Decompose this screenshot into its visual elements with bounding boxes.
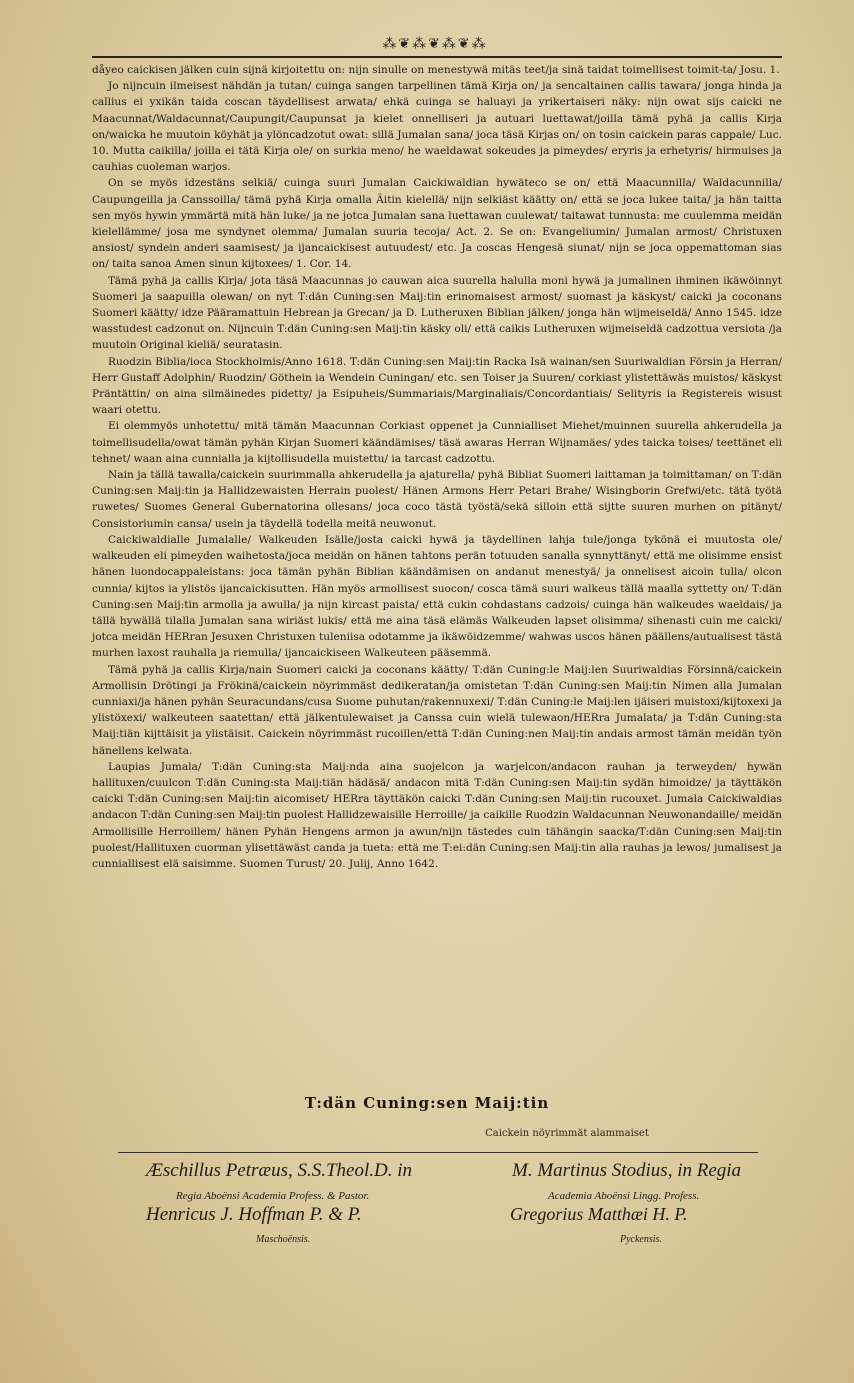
- paragraph: Tämä pyhä ja callis Kirja/nain Suomeri caicki ja coconans käätty/ T:dän Cuning:le Maij:len Suuriwaldias Försinnä/caickein Armollisin Drötingi ja Frökinä/caickein nöyrimmäst dedikeratan/ja omistetan T:dän Cuning:sen Maij:tin Nimen alla Jumalan cunniaxi/ja hänen pyhän Seuracundans/cusa Suome puhutan/rakennuxexi/ T:dän Cuning:le Maij:len ijäiseri muistoxi/kijtoxexi ja ylistöxexi/ walkeuteen saatettan/ että jälkentulewaiset ja Canssa cuin wielä tulewaon/HERra Jumalata/ ja T:dän Cuning:sta Maij:tiän kijttäisit ja ylistäisit. Caickein nöyrimmäst rucoillen/että T:dän Cuning:nen Maij:tin andais armost tämän meidän työn hänellens kelwata.: [92, 663, 782, 757]
- paragraph: Jo nijncuin ilmeisest nähdän ja tutan/ cuinga sangen tarpellinen tämä Kirja on/ ja sencaltainen callis tawara/ jonga hinda ja callius ei yxikän taida coscan täydellisest arwata/ ehkä cuinga se haluayi ja yrikertaiseri näky: nijn owat sijs caicki ne Maacunnat/Waldacunnat/Caupungit/Caupunsat ja kielet onnelliseri ja autuari luettawat/joilla tämä pyhä ja callis Kirja on/waicka he muutoin köyhät ja ylöncadzotut owat: sillä Jumalan sana/ joca täsä Kirjas on/ on tosin caickein paras cappale/ Luc. 10. Mutta caikilla/ joilla ei tätä Kirja ole/ on surkia meno/ he waeldawat sokeudes ja pimeydes/ eryris ja erhetyris/ hirmuises ja cauhias cuoleman warjos.: [92, 80, 782, 174]
- paragraph: Ei olemmyös unhotettu/ mitä tämän Maacunnan Corkiast oppenet ja Cunnialliset Miehet/muinnen suurella ahkerudella ja toimellisudella/owat tämän pyhän Kirjan Suomeri käändämises/ täsä awaras Herran Wijnamäes/ ydes taicka toises/ teettänet eli tehnet/ waan aina cunnialla ja kijtollisudella muistettu/ ia tarcast cadzottu.: [92, 420, 782, 465]
- top-ornament: ⁂❦⁂❦⁂❦⁂: [382, 36, 488, 52]
- paragraph: On se myös idzestäns selkiä/ cuinga suuri Jumalan Caickiwaldian hywäteco se on/ että Maacunnilla/ Waldacunnilla/ Caupungeilla ja Canssoilla/ tämä pyhä Kirja omalla Äitin kielellä/ nijn selkiäst käätty on/ että se joca lukee taita/ ja hän taitta sen myös hywin ymmärtä mitä hän luke/ ja ne jotca Jumalan sana luettawan cuulewat/ taitawat tunnusta: me cuulemma meidän kielellämme/ josa me syndynet olemma/ Jumalan suuria tecoja/ Act. 2. Se on: Evangeliumin/ Jumalan armost/ Christuxen ansiost/ syndein anderi saamisest/ ja ijancaickisest autuudest/ etc. Ja coscas Hengesä siunat/ nijn se joca oppemattoman sias on/ taita sanoa Amen sinun kijtoxees/ 1. Cor. 14.: [92, 177, 782, 271]
- paragraph: Caickiwaldialle Jumalalle/ Walkeuden Isälle/josta caicki hywä ja täydellinen lahja tule/jonga tykönä ei muutosta ole/ walkeuden eli pimeyden waihetosta/joca meidän on hänen tahtons perän totuuden sanalla synnyttänyt/ että me olisimme ensist hänen luondocappaleistans: joca tämän pyhän Biblian käändämisen on andanut menestyä/ ja onnelisest aicoin tulla/ olcon cunnia/ kijtos ia ylistös ijancaickisutten. Hän myös armollisest suocon/ cosca tämä suuri walkeus tällä maalla syttetty on/ T:dän Cuning:sen Maij:tin armolla ja awulla/ ja nijn kircast paista/ että cukin cohdastans cadzois/ cuinga hän walkeudes waeldais/ ja tällä hywällä tilalla Jumalan sana wiriäst lukis/ että me aina täsä elämäs Walkeuden lapset olisimma/ sihenasti cuin me caicki/ jotca meidän HERran Jesuxen Christuxen tuleniisa odotamme ja ikäwöidzemme/ wahwas uscos hänen päällens/autualisest tästä murhen laxost rauhalla ja riemulla/ ijancaickiseen Walkeuteen pääsemmä.: [92, 533, 782, 660]
- signature-right-3: Gregorius Matthæi H. P.: [510, 1204, 688, 1224]
- signature-right-1: M. Martinus Stodius, in Regia: [512, 1160, 742, 1181]
- signature-left-2: Regia Aboënsi Academia Profess. & Pastor.: [176, 1190, 370, 1202]
- signature-left-1: Æschillus Petræus, S.S.Theol.D. in: [146, 1160, 413, 1181]
- paragraph: Ruodzin Biblia/ioca Stockholmis/Anno 1618. T:dän Cuning:sen Maij:tin Racka Isä wainan/sen Suuriwaldian Försin ja Herran/ Herr Gustaff Adolphin/ Ruodzin/ Göthein ia Wendein Cuningan/ etc. sen Toiser ja Suuren/ corkiast ylistettäwäs muistos/ käskyst Präntättin/ on aina silmäinedes pidetty/ ja Esipuheis/Summariais/Marginaliais/Concordantiais/ Selityris ia Registereis wisust waari otettu.: [92, 355, 782, 417]
- signature-right-4: Pyckensis.: [620, 1234, 662, 1245]
- paragraph: dåyeo caickisen jälken cuin sijnä kirjoitettu on: nijn sinulle on menestywä mitäs teet/ja sinä taidat toimellisest toimit-ta/ Josu. 1.: [92, 64, 780, 76]
- body-text: [92, 62, 782, 872]
- paragraph: Tämä pyhä ja callis Kirja/ jota täsä Maacunnas jo cauwan aica suurella halulla moni hywä ja jumalinen ihminen ikäwöinnyt Suomeri ja saapuilla olewan/ on nyt T:dän Cuning:sen Maij:tin erinomaisest armost/ suomast ja käskyst/ caicki ja coconans Suomeri käätty/ idze Pääramattuin Hebrean ja Grecan/ ja D. Lutheruxen Biblian jälken/ jonga hän wijmeiseldä/ Anno 1545. idze wasstudest cadzonut on. Nijncuin T:dän Cuning:sen Maij:tin käsky oli/ että caikis Lutheruxen wijmeiseldä cadzottua versiota /ja muutoin Original kieliä/ seuratasin.: [92, 274, 782, 352]
- majesty-heading: T:dän Cuning:sen Maij:tin: [304, 1094, 550, 1112]
- signature-left-3: Henricus J. Hoffman P. & P.: [146, 1204, 362, 1225]
- signature-right-2: Academia Aboënsi Lingg. Profess.: [548, 1190, 700, 1202]
- signature-rule: [118, 1152, 758, 1153]
- top-rule: [92, 56, 782, 58]
- paragraph: Laupias Jumala/ T:dän Cuning:sta Maij:nda aina suojelcon ja warjelcon/andacon rauhan ja terweyden/ hywän hallituxen/cuulcon T:dän Cuning:sta Maij:tiän hädäsä/ andacon mitä T:dän Cuning:sen Maij:tin sydän himoidze/ ja täyttäkön caicki T:dän Cuning:sen Maij:tin aicomiset/ HERra täyttäkön caicki T:dän Cuning:sen Maij:tin rucouxet. Jumala Caickiwaldias andacon T:dän Cuning:sen Maij:tin puolest Hallidzewaisille Herroille/ ja caikille Ruodzin Waldacunnan Neuwonandaille/ meidän Armollisille Herroillem/ hänen Pyhän Hengens armon ja awun/nijn tästedes cuin tähängin saacka/T:dän Cuning:sen Maij:tin puolest/Hallituxen cuorman ylisettäwäst canda ja tueta: että me T:ei:dän Cuning:sen Maij:tin alla rauhas ja lewos/ jumalisest ja cunniallisest elä saisimme. Suomen Turust/ 20. Julij, Anno 1642.: [92, 760, 782, 870]
- paragraph: Nain ja tällä tawalla/caickein suurimmalla ahkerudella ja ajaturella/ pyhä Bibliat Suomeri laittaman ja toimittaman/ on T:dän Cuning:sen Maij:tin ja Hallidzewaisten Herrain puolest/ Hänen Armons Herr Petari Brahe/ Wisingborin Grefwi/etc. tätä työtä ruwetes/ Suomes General Gubernatorina ollesans/ joca coco tästä työstä/sekä silloin että sijtte suuren murhen on pitänyt/ Consistoriumin cansa/ usein ja täydellä todella meitä neuwonut.: [92, 469, 782, 530]
- subjects-line: Caickein nöyrimmät alammaiset: [485, 1128, 649, 1139]
- signature-left-4: Maschoënsis.: [256, 1234, 311, 1245]
